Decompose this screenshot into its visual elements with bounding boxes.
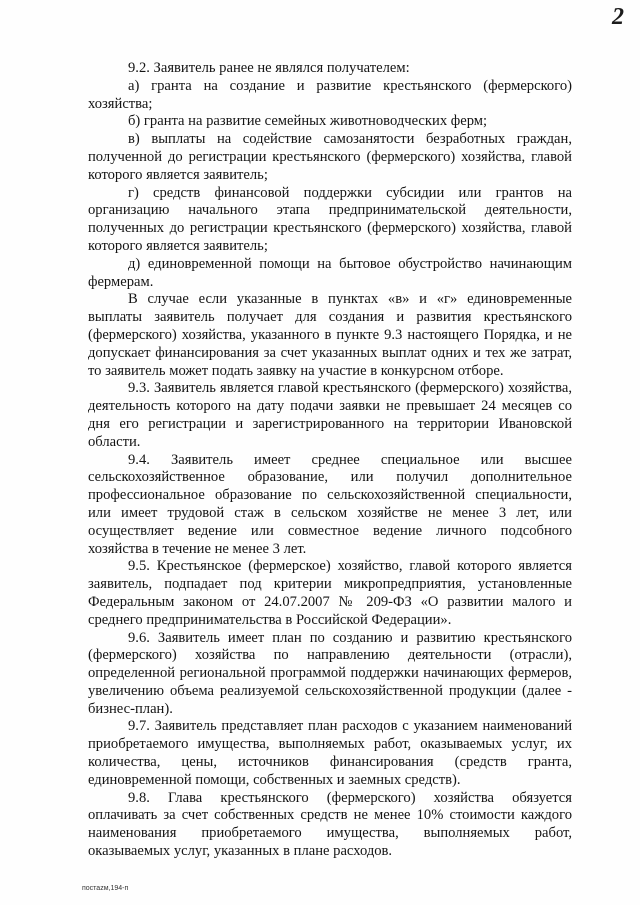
paragraph-9-2: 9.2. Заявитель ранее не являлся получателем: bbox=[128, 60, 410, 76]
paragraph-9-2-note: В случае если указанные в пунктах «в» и «г» единовременные выплаты заявитель получает для создания и развития крестьянского (фермерского) хозяйства, указанного в пункте 9.3 настоящего Порядка, и не допускает финансирования за счет указанных выплат одних и тех же затрат, то заявитель может подать заявку на участие в конкурсном отборе. bbox=[88, 291, 572, 379]
footer-document-code: постаzм,194-п bbox=[82, 885, 129, 892]
paragraph-9-2-v: в) выплаты на содействие самозанятости безработных граждан, полученной до регистрации крестьянского (фермерского) хозяйства, главой которого является заявитель; bbox=[88, 131, 572, 183]
paragraph-9-2-d: д) единовременной помощи на бытовое обустройство начинающим фермерам. bbox=[88, 255, 572, 290]
paragraph-9-2-a: а) гранта на создание и развитие крестьянского (фермерского) хозяйства; bbox=[88, 77, 572, 112]
paragraph-9-8: 9.8. Глава крестьянского (фермерского) хозяйства обязуется оплачивать за счет собственных средств не менее 10% стоимости каждого наименования приобретаемого имущества, выполняемых работ, оказываемых услуг, указанных в плане расходов. bbox=[88, 789, 572, 860]
paragraph-9-2-b: б) гранта на развитие семейных животноводческих ферм; bbox=[128, 113, 488, 130]
paragraph-9-7: 9.7. Заявитель представляет план расходов с указанием наименований приобретаемого имущества, выполняемых работ, оказываемых услуг, их количества, цены, источников финансирования (средств гранта, единовременной помощи, собственных и заемных средств). bbox=[88, 718, 572, 788]
paragraph-9-4: 9.4. Заявитель имеет среднее специальное или высшее сельскохозяйственное образование, или получил дополнительное профессиональное образование по сельскохозяйственной специальности, или имеет трудовой стаж в сельском хозяйстве не менее 3 лет, или осуществляет ведение или совместное ведение личного подсобного хозяйства в течение не менее 3 лет. bbox=[88, 451, 572, 557]
paragraph-9-3: 9.3. Заявитель является главой крестьянского (фермерского) хозяйства, деятельность которого на дату подачи заявки не превышает 24 месяцев со дня его регистрации и зарегистрированного на территории Ивановской области. bbox=[88, 380, 572, 450]
page-number: 2 bbox=[612, 4, 624, 30]
paragraph-9-2-g: г) средств финансовой поддержки субсидии или грантов на организацию начального этапа предпринимательской деятельности, полученных до регистрации крестьянского (фермерского) хозяйства, главой которого является заявитель; bbox=[88, 184, 572, 254]
paragraph-9-6: 9.6. Заявитель имеет план по созданию и развитию крестьянского (фермерского) хозяйства по направлению деятельности (отрасли), определенной региональной программой поддержки начинающих фермеров, увеличению объема реализуемой сельскохозяйственной продукции (далее - бизнес-план). bbox=[88, 629, 572, 717]
document-body bbox=[88, 60, 572, 861]
paragraph-9-5: 9.5. Крестьянское (фермерское) хозяйство, главой которого является заявитель, подпадает под критерии микропредприятия, установленные Федеральным законом от 24.07.2007 № 209-ФЗ «О развитии малого и среднего предпринимательства в Российской Федерации». bbox=[88, 558, 572, 628]
